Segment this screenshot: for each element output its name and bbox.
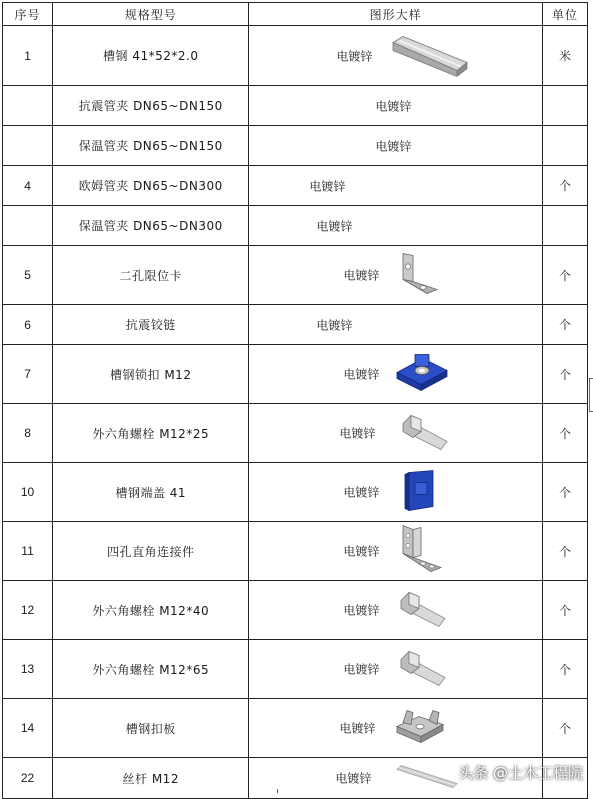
channel-lock-icon [393,351,451,398]
finish-label: 电镀锌 [316,318,353,332]
row-unit [542,126,587,166]
row-spec: 欧姆管夹 DN65~DN300 [53,166,249,206]
table-row [3,463,588,522]
row-number: 8 [3,404,53,463]
row-unit: 个 [542,345,587,404]
spec-table [2,2,588,799]
row-spec: 抗震管夹 DN65~DN150 [53,86,249,126]
row-spec: 丝杆 M12 [53,758,249,799]
row-spec: 槽钢锁扣 M12 [53,345,249,404]
finish-label: 电镀锌 [375,99,412,113]
row-unit: 个 [542,640,587,699]
table-row [3,522,588,581]
page-edge-marker [589,378,593,412]
row-figure [249,404,543,463]
row-spec: 外六角螺栓 M12*65 [53,640,249,699]
table-row [3,404,588,463]
row-figure [249,522,543,581]
row-number [3,206,53,246]
row-number: 13 [3,640,53,699]
row-figure [249,305,543,345]
row-number: 1 [3,26,53,86]
hex-bolt-icon [399,589,447,632]
finish-label: 电镀锌 [343,268,380,283]
row-number: 11 [3,522,53,581]
row-number: 12 [3,581,53,640]
header-figure: 图形大样 [249,3,543,26]
row-number: 5 [3,246,53,305]
row-number [3,126,53,166]
row-unit [542,206,587,246]
row-figure [249,206,543,246]
finish-label: 电镀锌 [336,49,373,63]
row-spec: 外六角螺栓 M12*25 [53,404,249,463]
row-figure [249,463,543,522]
row-spec: 外六角螺栓 M12*40 [53,581,249,640]
row-unit: 个 [542,404,587,463]
row-spec: 保温管夹 DN65~DN150 [53,126,249,166]
table-row [3,166,588,206]
table-row [3,581,588,640]
row-unit: 个 [542,463,587,522]
row-figure [249,26,543,86]
row-number: 7 [3,345,53,404]
header-row [3,3,588,26]
row-unit: 个 [542,699,587,758]
row-figure [249,126,543,166]
clamp-plate-icon [393,707,447,750]
row-unit: 米 [542,26,587,86]
row-figure [249,345,543,404]
row-figure [249,86,543,126]
watermark: 头条 @土木工程院 [458,764,583,782]
header-no: 序号 [3,3,53,26]
row-number: 6 [3,305,53,345]
header-spec: 规格型号 [53,3,249,26]
header-unit: 单位 [542,3,587,26]
row-spec: 抗震铰链 [53,305,249,345]
end-cap-icon [403,469,439,516]
finish-label: 电镀锌 [343,544,380,559]
finish-label: 电镀锌 [343,485,380,500]
row-figure [249,640,543,699]
row-number [3,86,53,126]
hex-bolt-icon [399,648,447,691]
table-row [3,206,588,246]
row-number: 22 [3,758,53,799]
row-figure [249,699,543,758]
row-figure [249,581,543,640]
row-figure [249,246,543,305]
table-row [3,640,588,699]
finish-label: 电镀锌 [335,771,372,786]
finish-label: 电镀锌 [343,367,380,382]
row-unit [542,86,587,126]
table-row [3,305,588,345]
two-hole-bracket-icon [399,252,439,299]
table-row [3,246,588,305]
threaded-rod-icon [395,764,459,793]
row-number: 4 [3,166,53,206]
table-row [3,699,588,758]
finish-label: 电镀锌 [316,219,353,233]
table-row [3,86,588,126]
row-number: 10 [3,463,53,522]
finish-label: 电镀锌 [339,426,376,441]
finish-label: 电镀锌 [343,662,380,677]
row-number: 14 [3,699,53,758]
row-spec: 槽钢端盖 41 [53,463,249,522]
row-unit: 个 [542,305,587,345]
row-unit: 个 [542,522,587,581]
row-spec: 四孔直角连接件 [53,522,249,581]
row-unit: 个 [542,581,587,640]
angle-connector-icon [399,524,443,579]
finish-label: 电镀锌 [343,603,380,618]
finish-label: 电镀锌 [309,179,346,193]
row-spec: 保温管夹 DN65~DN300 [53,206,249,246]
page-bottom-tick [277,789,278,793]
row-spec: 槽钢 41*52*2.0 [53,26,249,86]
row-unit: 个 [542,166,587,206]
table-row [3,126,588,166]
row-spec: 二孔限位卡 [53,246,249,305]
table-row [3,345,588,404]
finish-label: 电镀锌 [375,139,412,153]
hex-bolt-icon [401,412,449,455]
row-spec: 槽钢扣板 [53,699,249,758]
channel-steel-icon [389,32,469,79]
row-unit: 个 [542,246,587,305]
finish-label: 电镀锌 [339,721,376,736]
row-figure [249,166,543,206]
table-row [3,26,588,86]
